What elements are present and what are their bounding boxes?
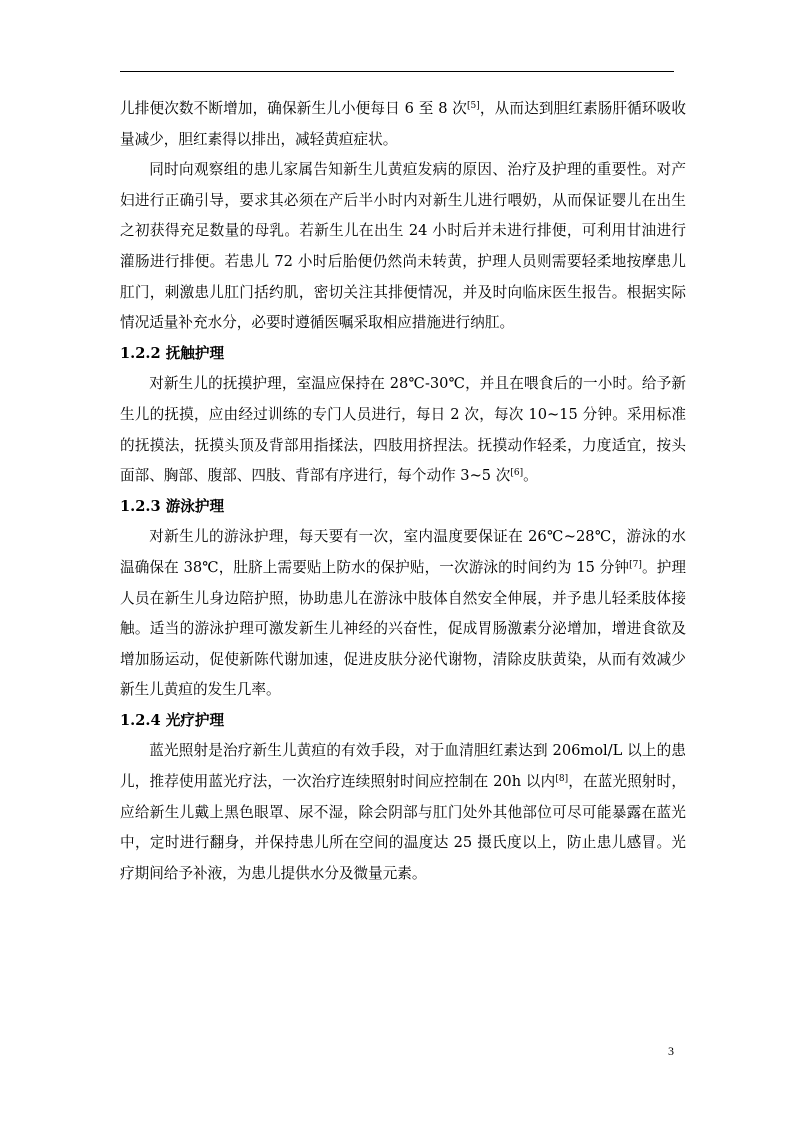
- citation: [7]: [629, 559, 642, 570]
- citation: [6]: [510, 468, 524, 479]
- section-heading-touch-care: 1.2.2 抚触护理: [120, 344, 225, 362]
- paragraph-swimming-care: 对新生儿的游泳护理，每天要有一次，室内温度要保证在 26℃~28℃，游泳的水温确保在 38℃，肚脐上需要贴上防水的保护贴，一次游泳的时间约为 15 分钟[7]。护理人员在新生儿身边陪护照，协助患儿在游泳中肢体自然安全伸展，并予患儿轻柔肢体接触。适当的游泳护理可激发新生儿神经的兴奋性，促成胃肠激素分泌增加，增进食欲及增加肠运动，促使新陈代谢加速，促进皮肤分泌代谢物，清除皮肤黄染，从而有效减少新生儿黄疸的发生几率。: [120, 528, 686, 699]
- paragraph-phototherapy-care: 蓝光照射是治疗新生儿黄疸的有效手段，对于血清胆红素达到 206mol/L 以上的患儿，推荐使用蓝光疗法，一次治疗连续照射时间应控制在 20h 以内[8]，在蓝光照射时，应给新生儿戴上黑色眼罩、尿不湿，除会阴部与肛门处外其他部位可尽可能暴露在蓝光中，定时进行翻身，并保持患儿所在空间的温度达 25 摄氏度以上，防止患儿感冒。光疗期间给予补液，为患儿提供水分及微量元素。: [120, 742, 686, 882]
- citation: [5]: [467, 101, 480, 111]
- page-number: 3: [668, 1044, 674, 1058]
- header-rule: [120, 71, 674, 72]
- section-heading-phototherapy-care: 1.2.4 光疗护理: [120, 711, 225, 729]
- paragraph-continuation: 儿排便次数不断增加，确保新生儿小便每日 6 至 8 次[5]，从而达到胆红素肠肝循环吸收量减少，胆红素得以排出，减轻黄疸症状。: [120, 100, 686, 148]
- paragraph-family-guidance: 同时向观察组的患儿家属告知新生儿黄疸发病的原因、治疗及护理的重要性。对产妇进行正确引导，要求其必须在产后半小时内对新生儿进行喂奶，从而保证婴儿在出生之初获得充足数量的母乳。若新生儿在出生 24 小时后并未进行排便，可利用甘油进行灌肠进行排便。若患儿 72 小时后胎便仍然尚未转黄，护理人员则需要轻柔地按摩患儿肛门，刺激患儿肛门括约肌，密切关注其排便情况，并及时向临床医生报告。根据实际情况适量补充水分，必要时遵循医嘱采取相应措施进行纳肛。: [120, 161, 686, 332]
- citation: [8]: [555, 774, 569, 785]
- paragraph-touch-care: 对新生儿的抚摸护理，室温应保持在 28℃-30℃，并且在喂食后的一小时。给予新生儿的抚摸，应由经过训练的专门人员进行，每日 2 次，每次 10~15 分钟。采用标准的抚摸法，抚摸头顶及背部用指揉法，四肢用挤捏法。抚摸动作轻柔，力度适宜，按头面部、胸部、腹部、四肢、背部有序进行，每个动作 3~5 次[6]。: [120, 375, 686, 485]
- body-text: [120, 94, 686, 889]
- section-heading-swimming-care: 1.2.3 游泳护理: [120, 497, 225, 515]
